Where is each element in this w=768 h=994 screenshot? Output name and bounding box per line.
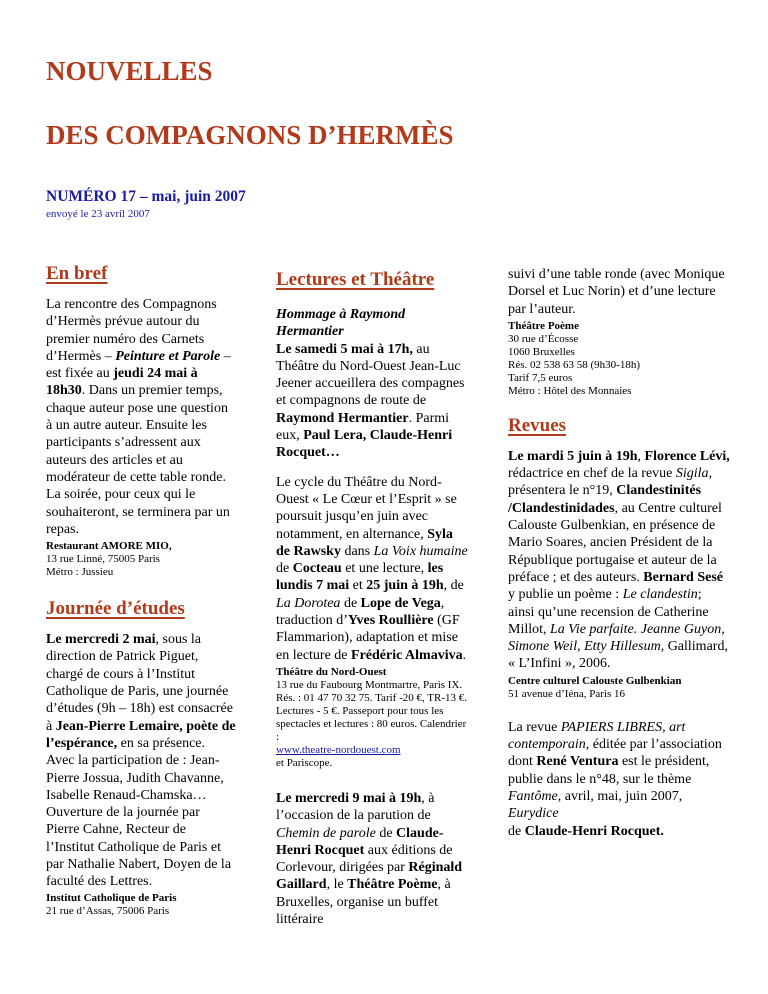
cycle-paragraph: Le cycle du Théâtre du Nord-Ouest « Le Cœur et l’Esprit » se poursuit jusqu’en juin avec notamment, en alternance, Syla de Rawsky dans La Voix humaine de Cocteau et une lecture, les lundis 7 mai et 25 juin à 19h, de La Dorotea de Lope de Vega, traduction d’Yves Roullière (GF Flammarion), adaptation et mise en lecture de Frédéric Almaviva.: [276, 474, 468, 663]
issue-number: NUMÉRO 17 – mai, juin 2007: [46, 188, 246, 205]
hommage-paragraph: Hommage à Raymond Hermantier Le samedi 5 mai à 17h, au Théâtre du Nord-Ouest Jean-Luc Jeener accueillera des compagnes et compagnons de route de Raymond Hermantier. Parmi eux, Paul Lera, Claude-Henri Rocquet…: [276, 307, 465, 461]
section-heading-revues: Revues: [508, 414, 567, 436]
journee-venue: Institut Catholique de Paris 21 rue d’Assas, 75006 Paris: [46, 891, 177, 917]
section-heading-en-bref: En bref: [46, 263, 108, 284]
gulbenkian-venue: Centre culturel Calouste Gulbenkian 51 avenue d’Iéna, Paris 16: [508, 674, 682, 700]
newsletter-title-line1: NOUVELLES: [46, 56, 213, 86]
nord-ouest-venue: Théâtre du Nord-Ouest 13 rue du Faubourg Montmartre, Paris IX. Rés. : 01 47 70 32 75. Tarif -20 €, TR-13 €. Lectures - 5 €. Passeport pour tous les spectacles et lectures : 80 euros. Calendrier : www.theatre-nordouest.com et Pariscope.: [276, 665, 468, 769]
sigila-paragraph: Le mardi 5 juin à 19h, Florence Lévi, rédactrice en chef de la revue Sigila, présentera le n°19, Clandestinités /Clandestinidades, au Centre culturel Calouste Gulbenkian, en présence de Mario Soares, ancien Président de la République portugaise et auteur de la préface ; et des auteurs. Bernard Sesé y publie un poème : Le clandestin; ainsi qu’une recension de Catherine Millot, La Vie parfaite. Jeanne Guyon, Simone Weil, Etty Hillesum, Gallimard, « L’Infini », 2006.: [508, 448, 730, 672]
buffet-paragraph: Le mercredi 9 mai à 19h, à l’occasion de la parution de Chemin de parole de Claude-Henri Rocquet aux éditions de Corlevour, dirigées par Réginald Gaillard, le Théâtre Poème, à Bruxelles, organise un buffet littéraire: [276, 790, 463, 928]
newsletter-title-line2: DES COMPAGNONS D’HERMÈS: [46, 120, 454, 150]
column-right: [508, 266, 730, 840]
theatre-website-link[interactable]: www.theatre-nordouest.com: [276, 743, 401, 756]
table-ronde-paragraph: suivi d’une table ronde (avec Monique Dorsel et Luc Norin) et d’une lecture par l’auteur.: [508, 267, 725, 317]
en-bref-venue: Restaurant AMORE MIO, 13 rue Linné, 75005 Paris Métro : Jussieu: [46, 540, 172, 579]
section-heading-journee: Journée d’études: [46, 598, 185, 620]
journee-paragraph: Le mercredi 2 mai, sous la direction de Patrick Piguet, chargé de cours à l’Institut Catholique de Paris, une journée d’études (9h – 18h) est consacrée à Jean-Pierre Lemaire, poète de l’espérance, en sa présence. Avec la participation de : Jean-Pierre Jossua, Judith Chavanne, Isabelle Renaud-Chamska… Ouverture de la journée par Pierre Cahne, Recteur de l’Institut Catholique de Paris et par Nathalie Nabert, Doyen de la faculté des Lettres.: [46, 632, 236, 890]
column-middle: [276, 268, 468, 928]
theatre-poeme-venue: Théâtre Poème 30 rue d’Écosse 1060 Bruxelles Rés. 02 538 63 58 (9h30-18h) Tarif 7,5 euros Métro : Hôtel des Monnaies: [508, 319, 640, 397]
papiers-libres-paragraph: La revue PAPIERS LIBRES, art contemporain, éditée par l’association dont René Ventura est le président, publie dans le n°48, sur le thème Fantôme, avril, mai, juin 2007, Eurydice de Claude-Henri Rocquet.: [508, 719, 722, 839]
sent-date: envoyé le 23 avril 2007: [46, 208, 150, 220]
column-left: [46, 262, 236, 918]
en-bref-paragraph: La rencontre des Compagnons d’Hermès prévue autour du premier numéro des Carnets d’Hermès – Peinture et Parole – est fixée au jeudi 24 mai à 18h30. Dans un premier temps, chaque auteur pose une question à un autre auteur. Ensuite les participants s’adressent aux auteurs des articles et au modérateur de cette table ronde. La soirée, pour ceux qui le souhaiteront, se terminera par un repas.: [46, 297, 231, 537]
section-heading-lectures: Lectures et Théâtre: [276, 269, 435, 290]
